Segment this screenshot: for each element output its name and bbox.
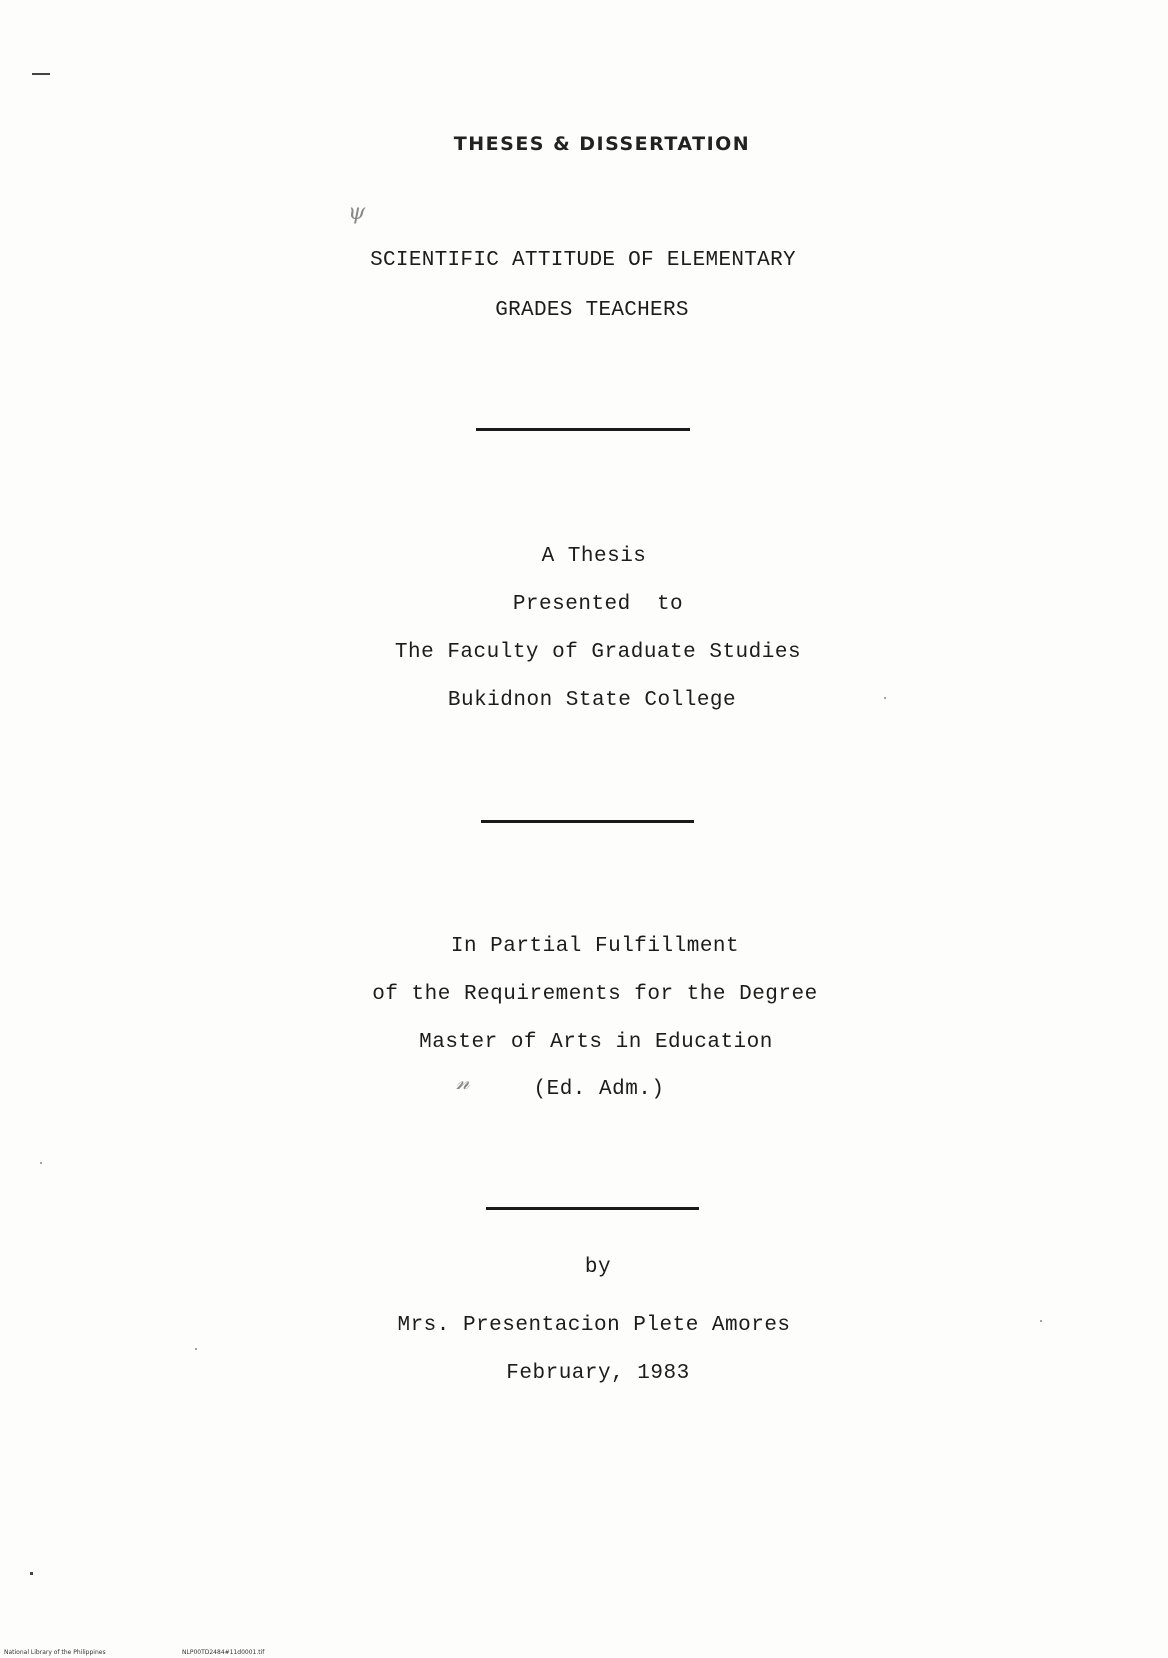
thesis-title-line-1: SCIENTIFIC ATTITUDE OF ELEMENTARY — [370, 249, 796, 272]
divider-rule — [486, 1207, 699, 1210]
handwritten-mark: ψ — [348, 200, 366, 225]
by-label: by — [584, 1256, 612, 1279]
fulfillment-line-1: In Partial Fulfillment — [450, 935, 740, 958]
scan-mark — [30, 1572, 33, 1575]
footer-filename: NLP00TD2484#11d0001.tif — [182, 1649, 265, 1656]
scan-mark — [32, 73, 50, 75]
presentation-line-4: Bukidnon State College — [447, 689, 737, 712]
speck — [195, 1348, 197, 1350]
presentation-line-1: A Thesis — [541, 545, 647, 568]
fulfillment-line-4: (Ed. Adm.) — [533, 1078, 665, 1101]
presentation-line-3: The Faculty of Graduate Studies — [394, 641, 802, 664]
divider-rule — [481, 820, 694, 823]
thesis-title-line-2: GRADES TEACHERS — [495, 299, 689, 322]
speck — [40, 1162, 42, 1164]
divider-rule — [476, 428, 690, 431]
footer-source: National Library of the Philippines — [4, 1649, 106, 1656]
submission-date: February, 1983 — [506, 1362, 690, 1385]
fulfillment-line-3: Master of Arts in Education — [419, 1031, 773, 1054]
handwritten-mark: 𝓃 — [456, 1070, 470, 1095]
collection-stamp: THESES & DISSERTATION — [453, 133, 751, 155]
fulfillment-line-2: of the Requirements for the Degree — [372, 983, 818, 1006]
author-name: Mrs. Presentacion Plete Amores — [397, 1314, 791, 1337]
presentation-line-2: Presented to — [512, 593, 684, 616]
